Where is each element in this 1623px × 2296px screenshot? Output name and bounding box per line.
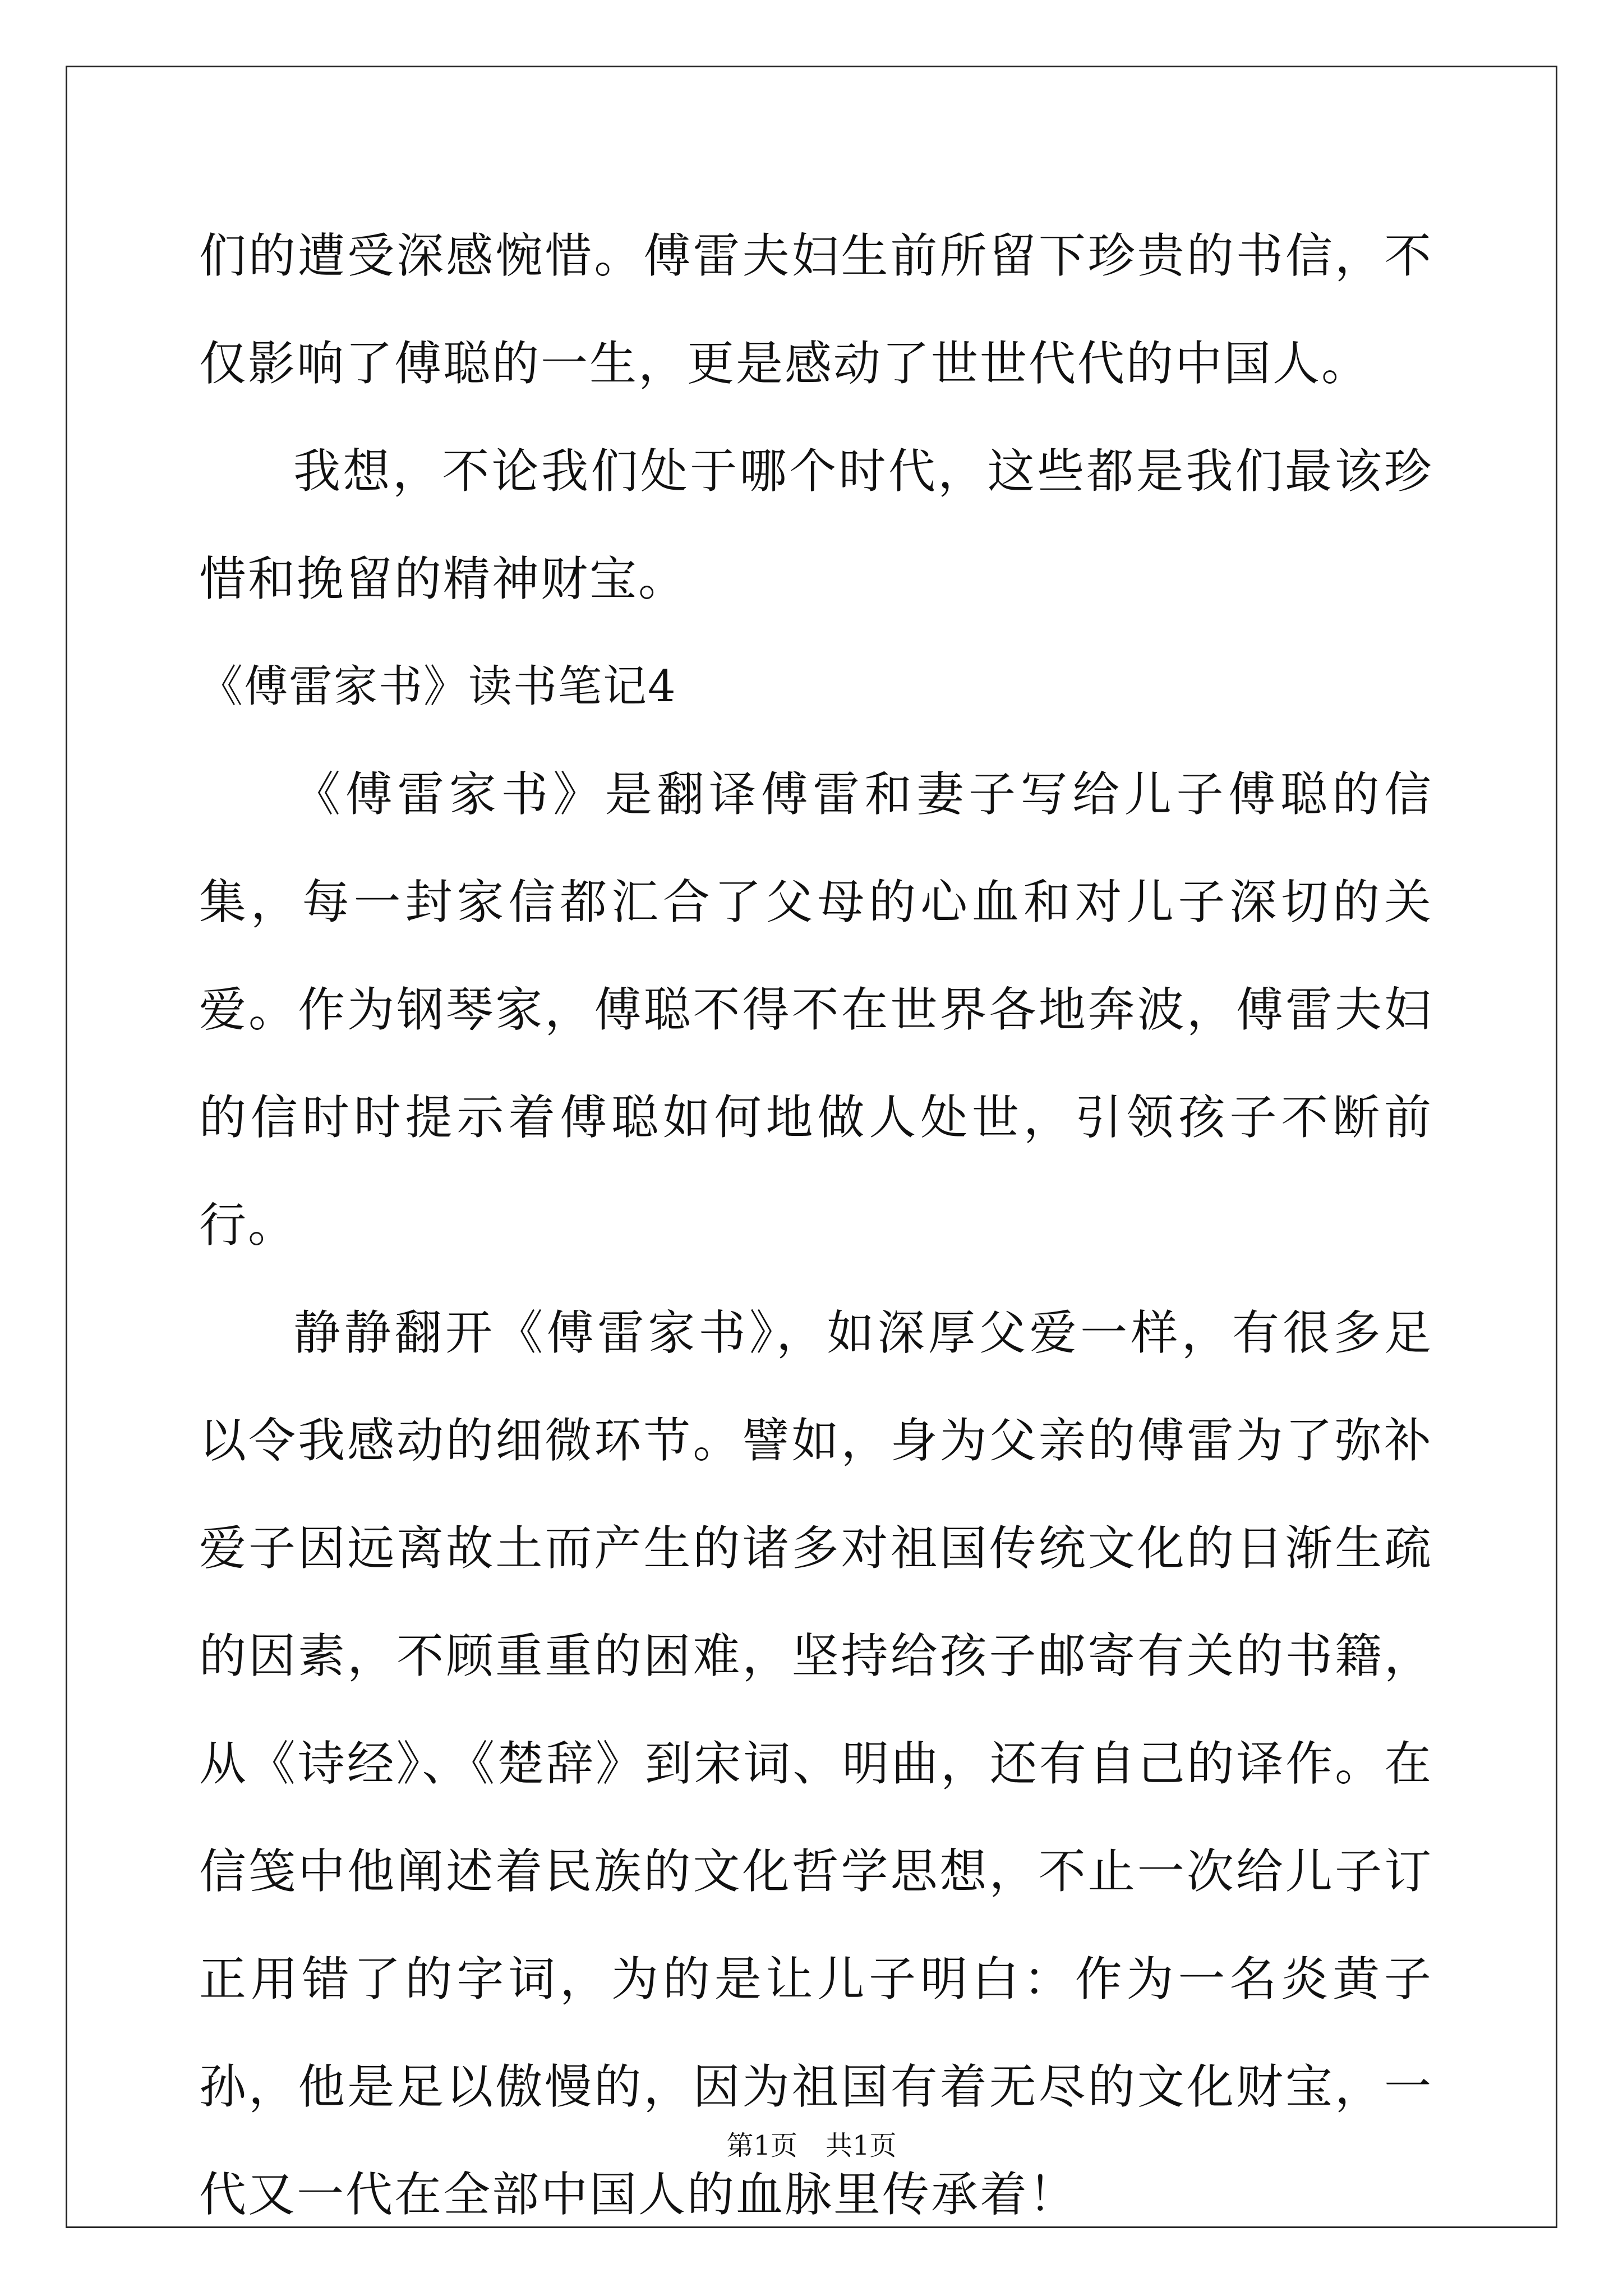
paragraph-intro: 《傅雷家书》是翻译傅雷和妻子写给儿子傅聪的信集，每一封家信都汇合了父母的心血和对儿子深切的关爱。作为钢琴家，傅聪不得不在世界各地奔波，傅雷夫妇的信时时提示着傅聪如何地做人处世，引领孩子不断前行。 xyxy=(199,767,1433,1253)
section-heading: 《傅雷家书》读书笔记4 xyxy=(199,661,677,712)
page-number: 第1页 xyxy=(726,2130,797,2161)
paragraph-reflection: 我想，不论我们处于哪个时代，这些都是我们最该珍惜和挽留的精神财宝。 xyxy=(199,444,1433,606)
page-footer xyxy=(0,2129,1623,2162)
paragraph-continuation: 们的遭受深感惋惜。傅雷夫妇生前所留下珍贵的书信，不仅影响了傅聪的一生，更是感动了世世代代的中国人。 xyxy=(199,228,1433,391)
paragraph-details: 静静翻开《傅雷家书》，如深厚父爱一样，有很多足以令我感动的细微环节。譬如，身为父亲的傅雷为了弥补爱子因远离故土而产生的诸多对祖国传统文化的日渐生疏的因素，不顾重重的困难，坚持给孩子邮寄有关的书籍，从《诗经》、《楚辞》到宋词、明曲，还有自己的译作。在信笺中他阐述着民族的文化哲学思想，不止一次给儿子订正用错了的字词，为的是让儿子明白：作为一名炎黄子孙，他是足以傲慢的，因为祖国有着无尽的文化财宝，一代又一代在全部中国人的血脉里传承着！ xyxy=(199,1305,1433,2222)
page-total: 共1页 xyxy=(826,2130,897,2161)
document-body xyxy=(199,202,1433,2248)
